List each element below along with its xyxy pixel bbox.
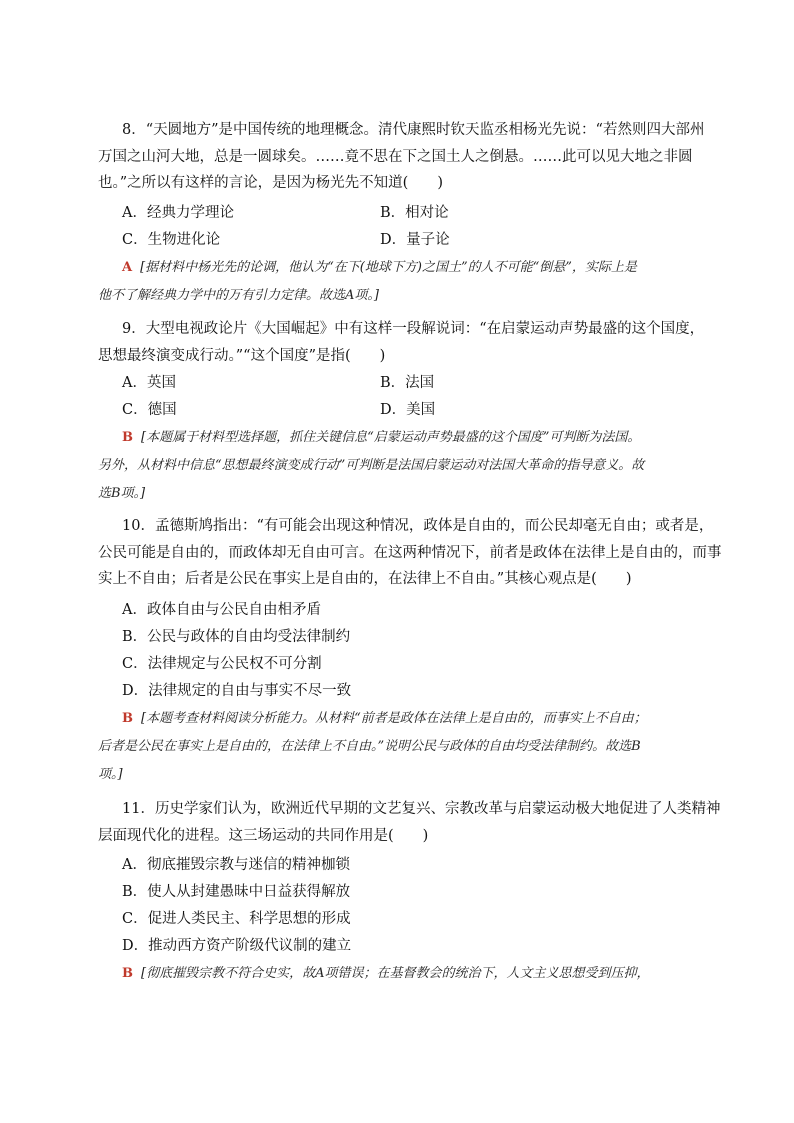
option-d: D．美国 <box>380 402 436 418</box>
option-b: B．法国 <box>380 375 435 391</box>
option-b: B．使人从封建愚昧中日益获得解放 <box>122 884 351 900</box>
question-9-line-2: 思想最终演变成行动。”“这个国度”是指( ) <box>98 347 386 364</box>
answer-letter: A <box>122 260 133 275</box>
question-10-line-1: 10．孟德斯鸠指出：“有可能会出现这种情况，政体是自由的，而公民却毫无自由；或者是， <box>122 518 714 534</box>
answer-10-line-2: 后者是公民在事实上是自由的，在法律上不自由。”说明公民与政体的自由均受法律制约。故选B <box>98 739 641 754</box>
answer-9-line-3: 选B项。] <box>98 486 146 501</box>
answer-11-line-1: [彻底摧毁宗教不符合史实，故A项错误；在基督教会的统治下，人文主义思想受到压抑， <box>141 966 650 981</box>
answer-9-line-2: 另外，从材料中信息“思想最终演变成行动”可判断是法国启蒙运动对法国大革命的指导意义。故 <box>98 458 645 473</box>
question-9-line-1: 9．大型电视政论片《大国崛起》中有这样一段解说词：“在启蒙运动声势最盛的这个国度， <box>122 321 705 337</box>
answer-8-line-2: 他不了解经典力学中的万有引力定律。故选A项。] <box>98 288 379 303</box>
option-c: C．生物进化论 <box>122 232 221 248</box>
question-8-line-3: 也。”之所以有这样的言论，是因为杨光先不知道( ) <box>98 175 443 191</box>
answer-11 <box>122 960 712 988</box>
option-b: B．相对论 <box>380 205 449 221</box>
answer-10 <box>98 705 712 789</box>
answer-10-line-3: 项。] <box>98 767 123 782</box>
question-8-line-1: 8．“天圆地方”是中国传统的地理概念。清代康熙时钦天监丞相杨光先说：“若然则四大部州 <box>122 122 705 138</box>
question-11-line-1: 11．历史学家们认为，欧洲近代早期的文艺复兴、宗教改革与启蒙运动极大地促进了人类精神 <box>122 801 721 817</box>
question-10-line-3: 实上不自由；后者是公民在事实上是自由的，在法律上不自由。”其核心观点是( ) <box>98 571 632 587</box>
option-c: C．德国 <box>122 402 177 418</box>
question-11-line-2: 层面现代化的进程。这三场运动的共同作用是( ) <box>98 827 429 844</box>
option-d: D．法律规定的自由与事实不尽一致 <box>122 683 352 699</box>
answer-8-line-1: [据材料中杨光先的论调，他认为“在下(地球下方)之国土”的人不可能“倒悬”，实际上是 <box>140 260 637 275</box>
answer-9-line-1: [本题属于材料型选择题，抓住关键信息“启蒙运动声势最盛的这个国度”可判断为法国。 <box>141 430 641 445</box>
question-10-line-2: 公民可能是自由的，而政体却无自由可言。在这两种情况下，前者是政体在法律上是自由的，而事 <box>98 544 722 561</box>
option-a: A．经典力学理论 <box>122 205 234 221</box>
question-9 <box>98 316 706 369</box>
answer-9 <box>98 424 712 508</box>
answer-letter: B <box>122 966 133 981</box>
question-10 <box>98 513 722 593</box>
question-11 <box>98 796 721 849</box>
answer-letter: B <box>122 711 133 726</box>
option-c: C．法律规定与公民权不可分割 <box>122 656 322 672</box>
option-d: D．推动西方资产阶级代议制的建立 <box>122 938 352 954</box>
answer-8 <box>98 254 712 310</box>
question-8 <box>98 117 706 197</box>
question-8-line-2: 万国之山河大地，总是一圆球矣。……竟不思在下之国土人之倒悬。……此可以见大地之非圆 <box>98 148 693 165</box>
option-a: A．彻底摧毁宗教与迷信的精神枷锁 <box>122 857 350 873</box>
option-a: A．英国 <box>122 375 176 391</box>
option-a: A．政体自由与公民自由相矛盾 <box>122 602 321 618</box>
option-d: D．量子论 <box>380 232 450 248</box>
answer-10-line-1: [本题考查材料阅读分析能力。从材料“前者是政体在法律上是自由的，而事实上不自由； <box>141 711 647 726</box>
option-c: C．促进人类民主、科学思想的形成 <box>122 911 351 927</box>
answer-letter: B <box>122 430 133 445</box>
option-b: B．公民与政体的自由均受法律制约 <box>122 629 351 645</box>
